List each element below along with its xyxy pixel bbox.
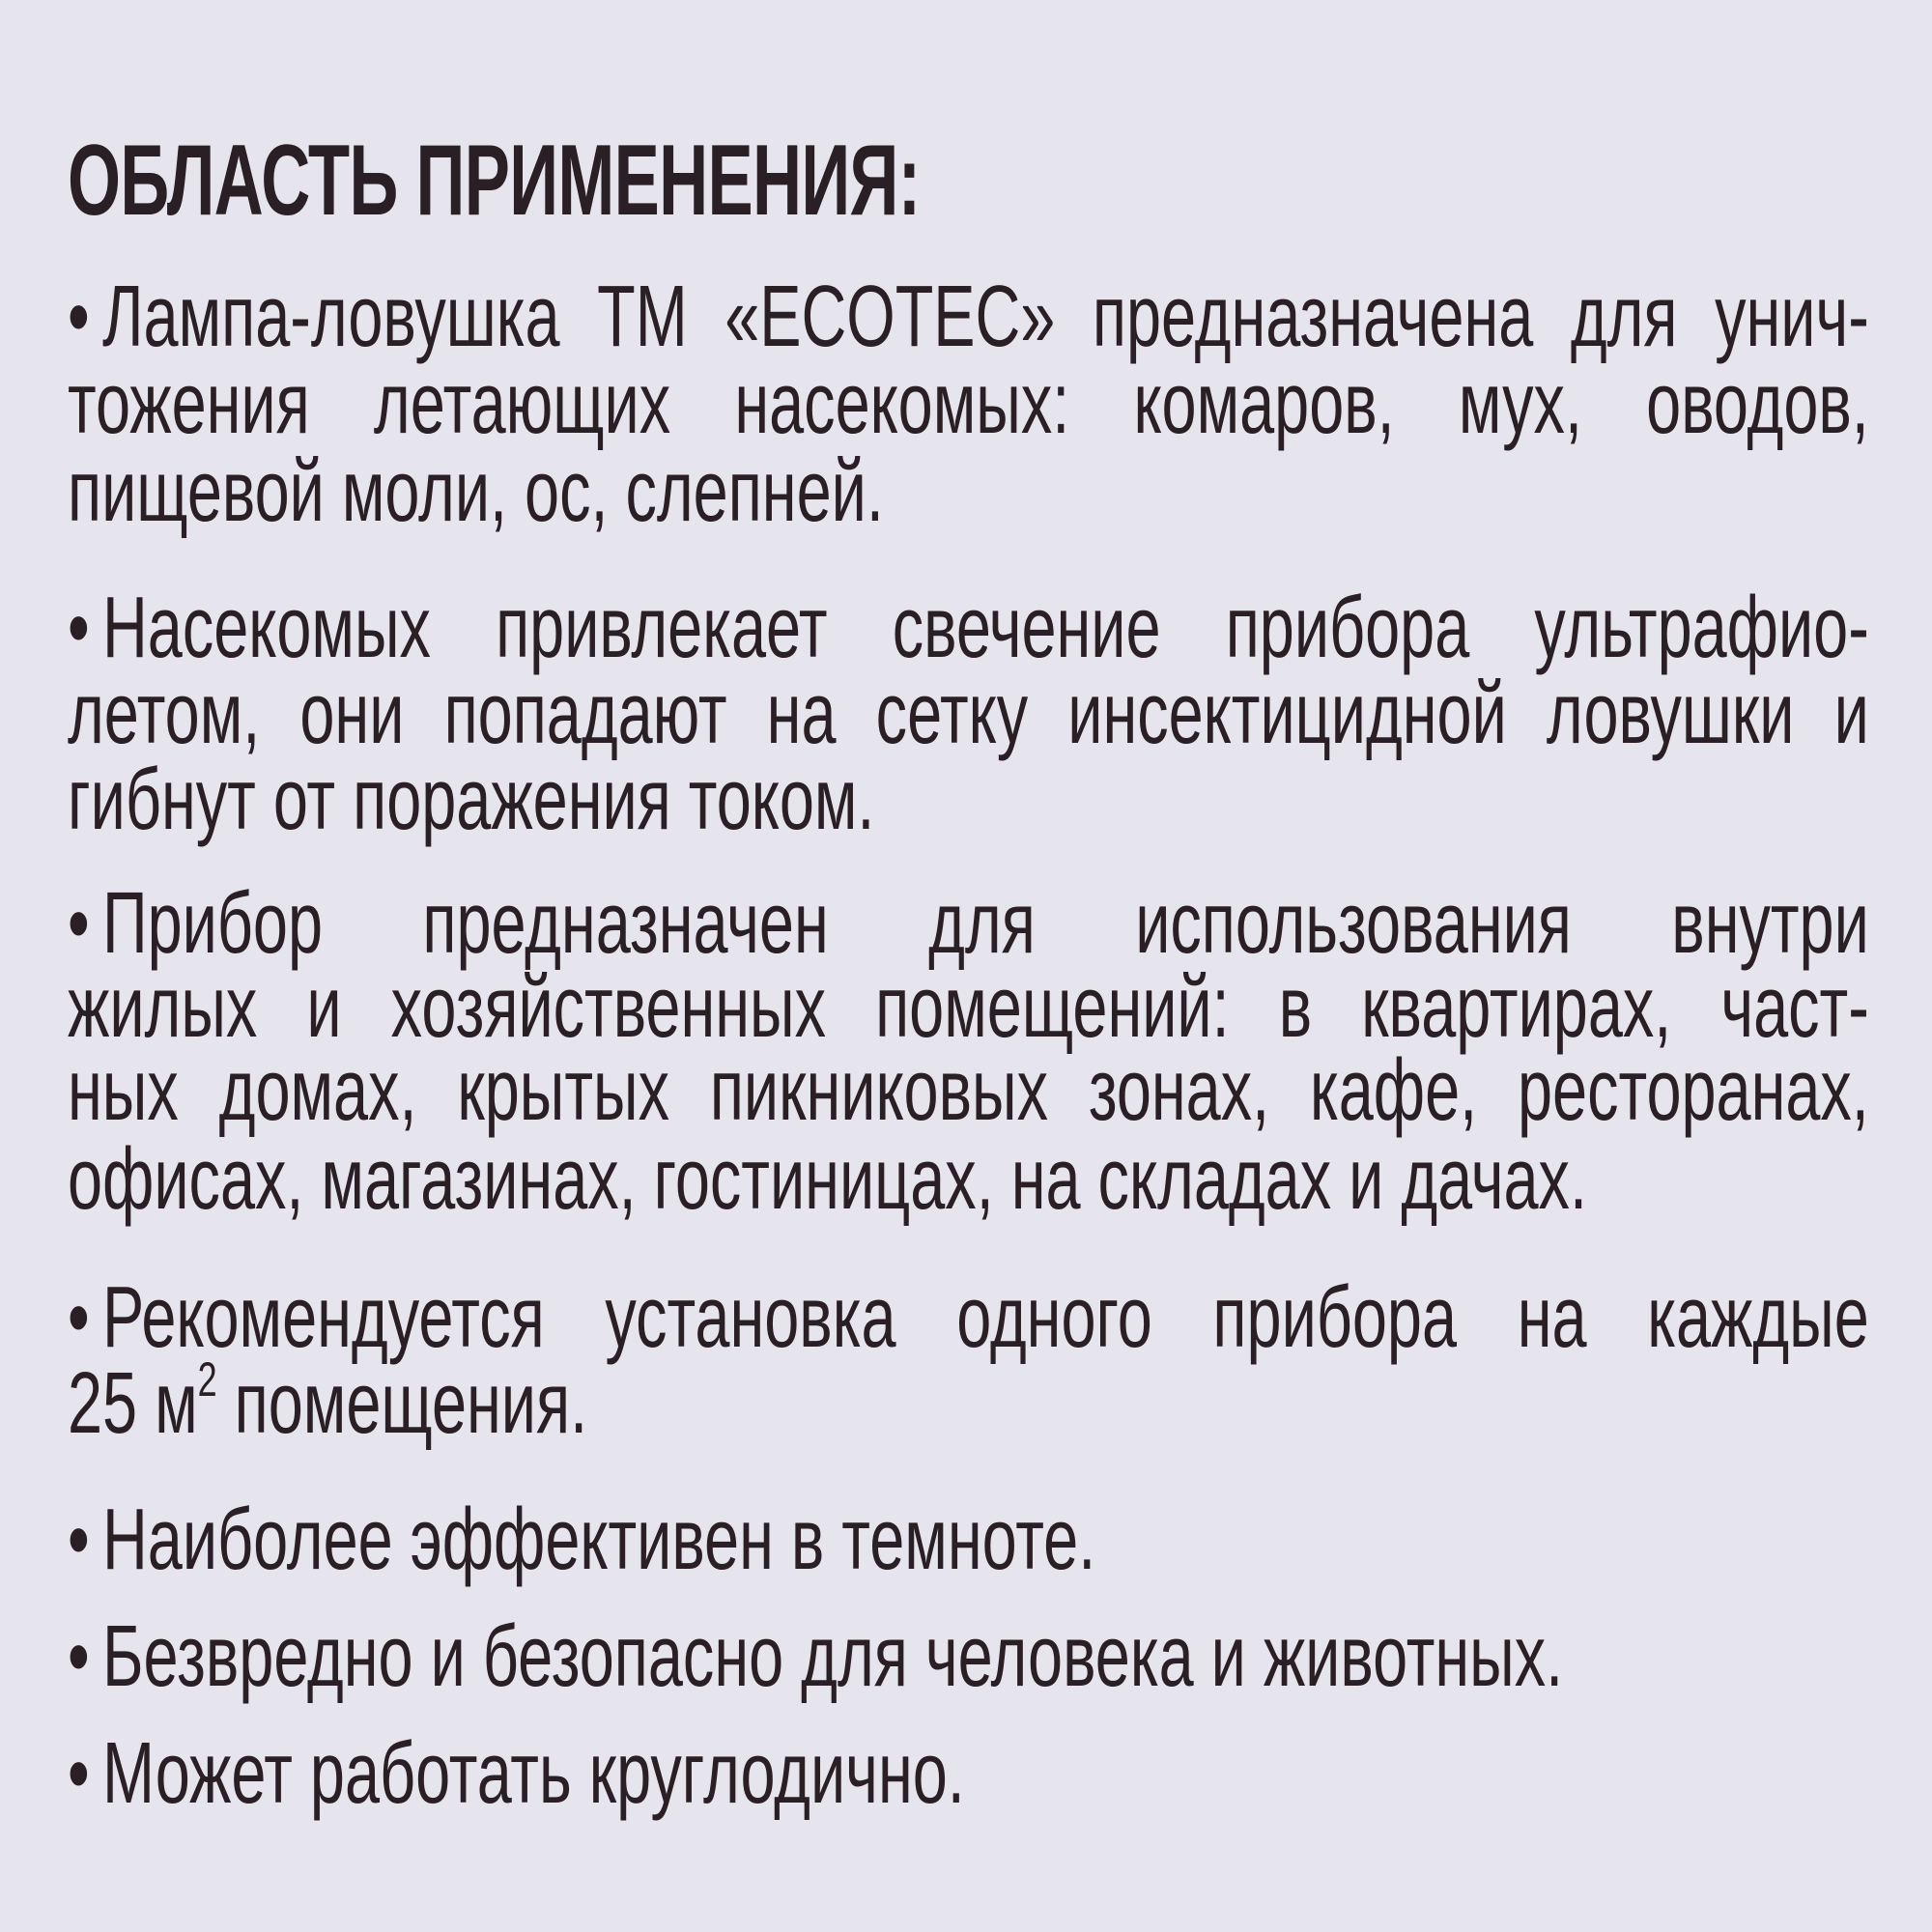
paragraph-3-line-2: жилых и хозяйственных помещений: в квартирах, част-: [68, 959, 1869, 1056]
paragraph-4-line-1: [68, 1269, 1869, 1366]
text: Наиболее эффективен в темноте.: [102, 1492, 1096, 1588]
bullet-icon: •: [68, 1269, 90, 1366]
text: Безвредно и безопасно для человека и животных.: [102, 1608, 1564, 1705]
text: Прибор предназначен для использования внутри: [102, 875, 1869, 972]
superscript: 2: [197, 1352, 217, 1406]
bullet-icon: •: [68, 1725, 90, 1822]
paragraph-1-line-2: тожения летающих насекомых: комаров, мух, оводов,: [68, 355, 1869, 452]
paragraph-4-line-2: [68, 1352, 1869, 1452]
paragraph-2-line-3: гибнут от поражения током.: [68, 752, 875, 848]
bullet-icon: •: [68, 875, 90, 972]
text: Может работать круглодично.: [102, 1725, 965, 1822]
text: помещения.: [216, 1355, 588, 1452]
section-heading: ОБЛАСТЬ ПРИМЕНЕНИЯ:: [68, 125, 921, 237]
bullet-icon: •: [68, 1608, 90, 1705]
paragraph-2-line-1: [68, 580, 1869, 676]
bullet-icon: •: [68, 269, 90, 365]
paragraph-5: [68, 1492, 1869, 1588]
bullet-icon: •: [68, 1492, 90, 1588]
paragraph-1-line-3: пищевой моли, ос, слепней.: [68, 443, 884, 540]
text: 25 м: [68, 1355, 198, 1452]
paragraph-6: [68, 1608, 1869, 1705]
paragraph-3-line-1: [68, 875, 1869, 972]
paragraph-2-line-2: летом, они попадают на сетку инсектицидной ловушки и: [68, 666, 1869, 762]
paragraph-1-line-1: [68, 269, 1869, 365]
text: Рекомендуется установка одного прибора на каждые: [102, 1269, 1869, 1366]
text: Лампа-ловушка ТМ «ECOTEC» предназначена для унич-: [102, 269, 1869, 365]
paragraph-3-line-3: ных домах, крытых пикниковых зонах, кафе, ресторанах,: [68, 1042, 1869, 1139]
bullet-icon: •: [68, 580, 90, 676]
text: Насекомых привлекает свечение прибора ультрафио-: [102, 580, 1869, 676]
paragraph-7: [68, 1725, 1869, 1822]
paragraph-3-line-4: офисах, магазинах, гостиницах, на складах и дачах.: [68, 1131, 1587, 1228]
